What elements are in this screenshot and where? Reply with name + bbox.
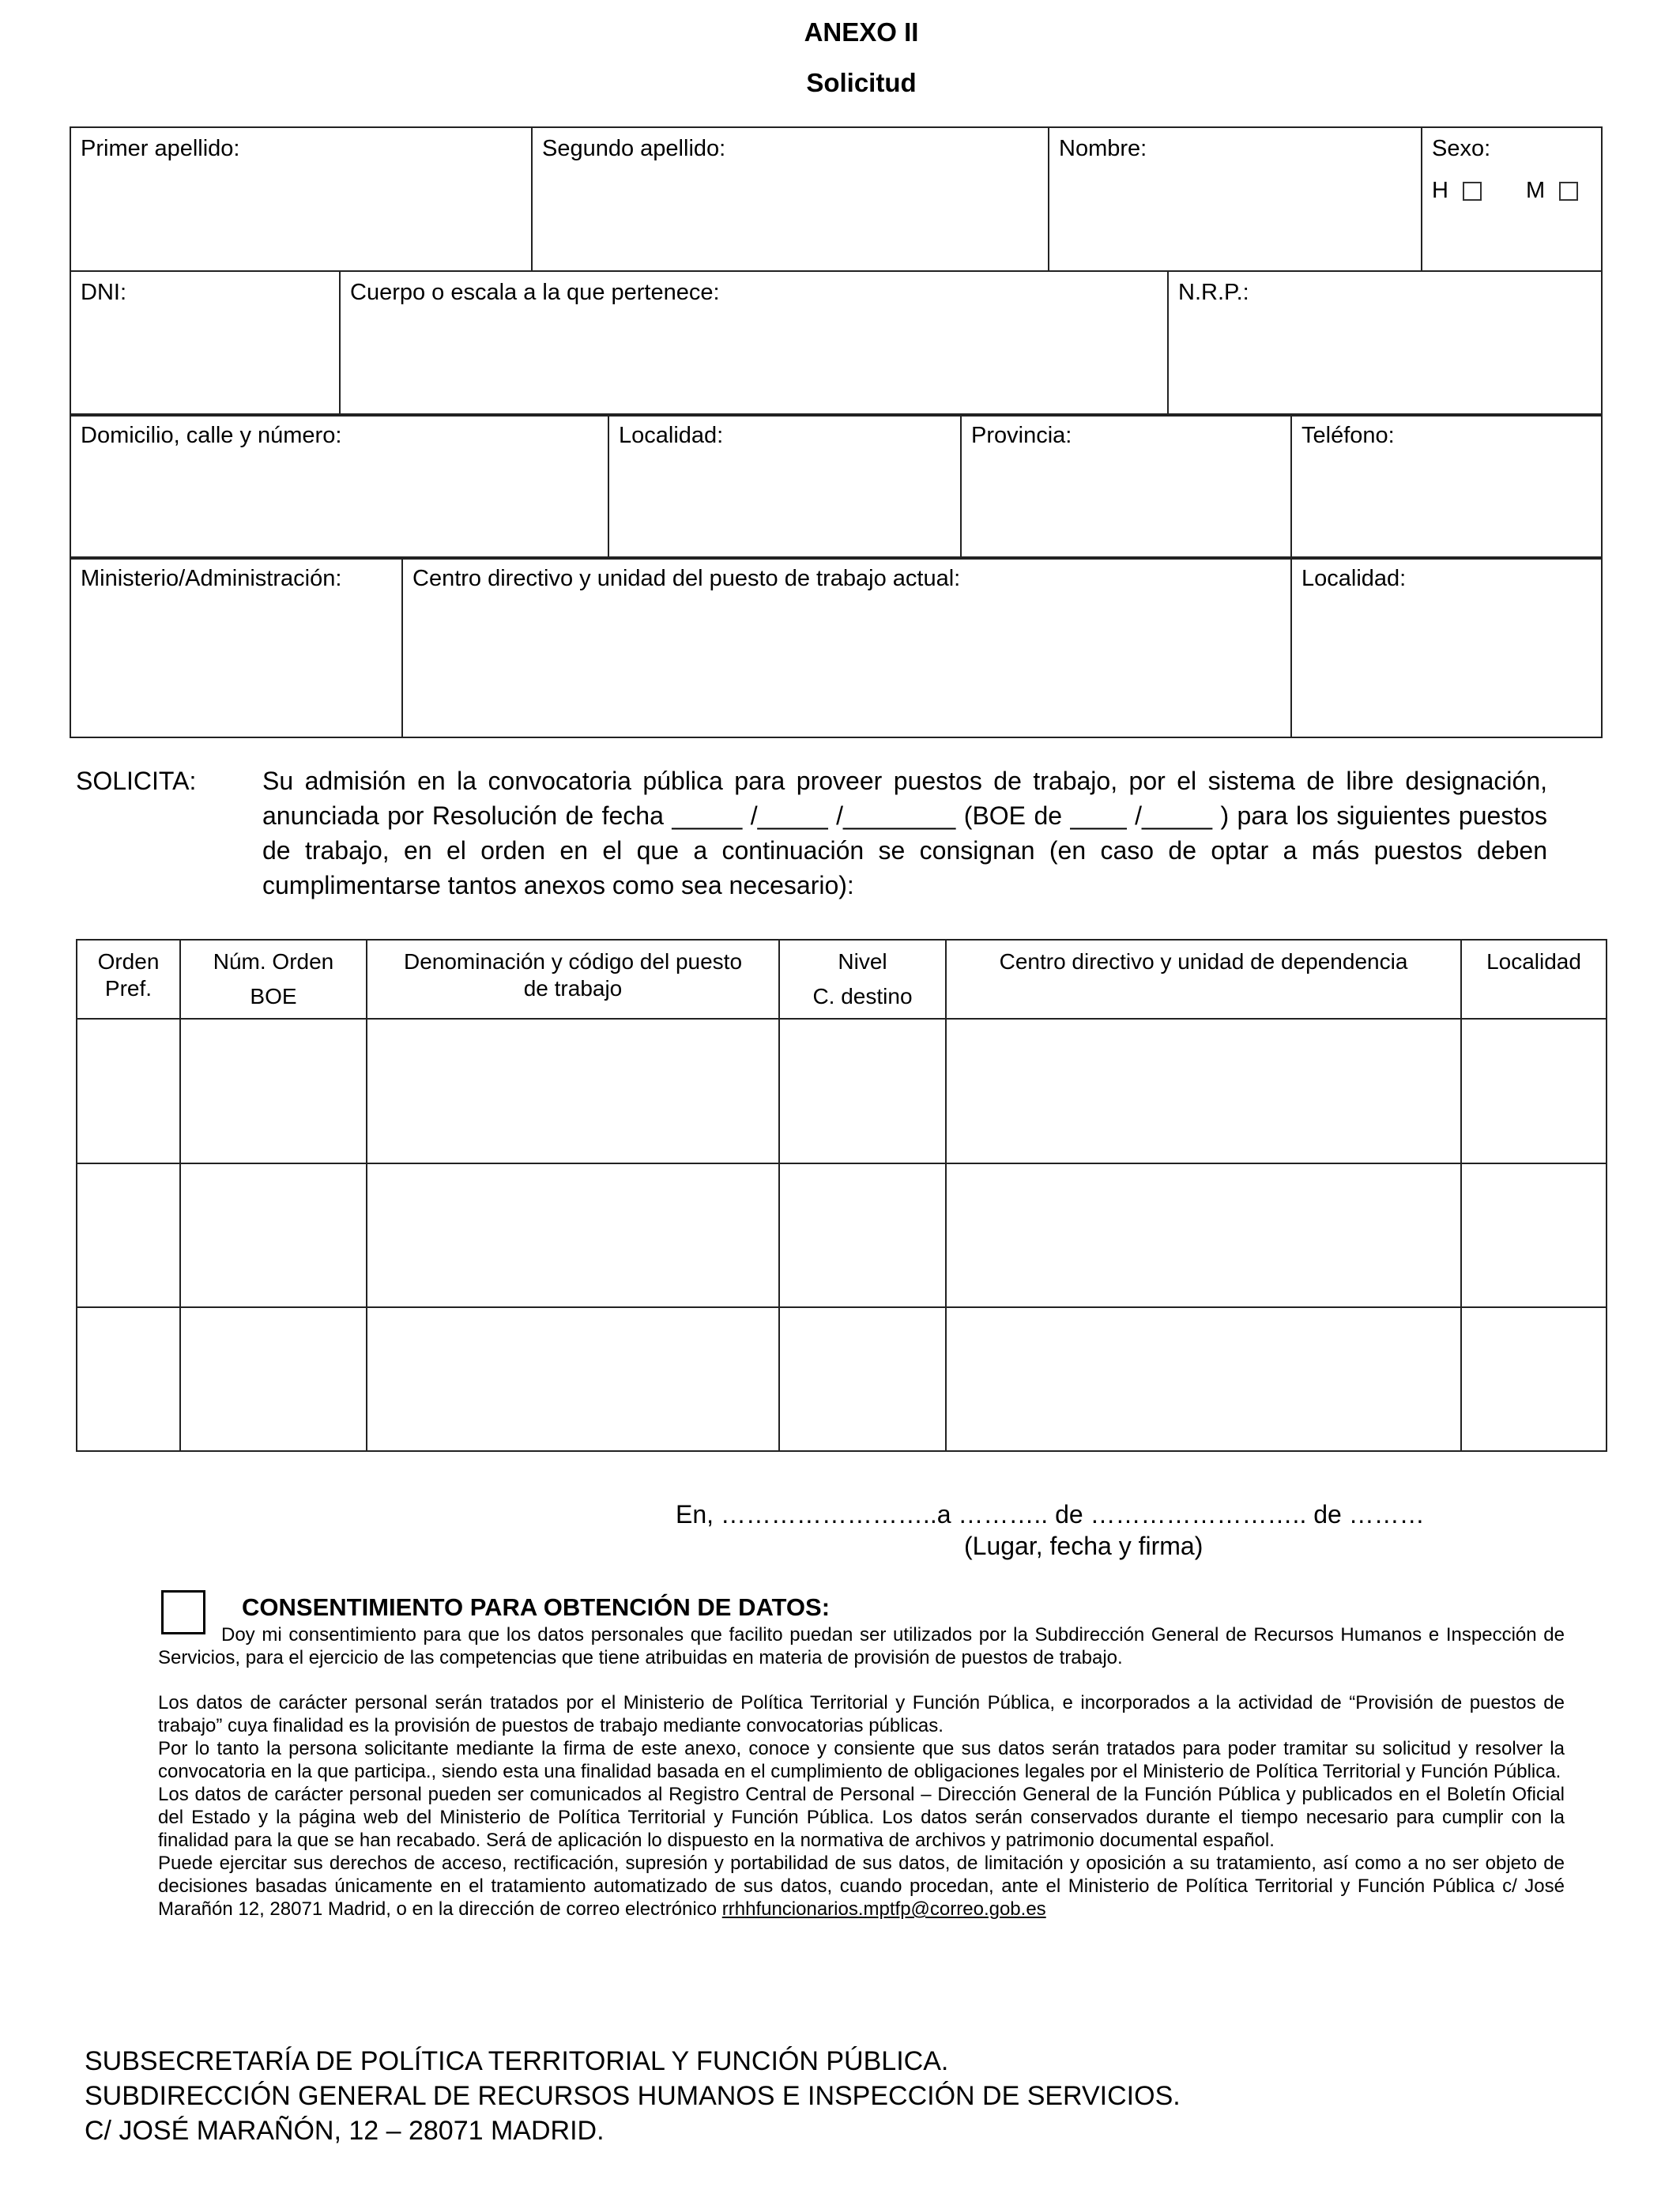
header-centro-directivo: Centro directivo y unidad de dependencia — [946, 940, 1461, 1019]
label-dni: DNI: — [81, 280, 126, 305]
personal-data-form — [70, 126, 1603, 272]
label-nombre: Nombre: — [1059, 136, 1147, 161]
label-sexo-m: M — [1525, 178, 1546, 203]
header-nivel: Nivel C. destino — [779, 940, 946, 1019]
cell-orden[interactable] — [77, 1163, 180, 1307]
field-telefono[interactable] — [1291, 414, 1602, 559]
label-provincia: Provincia: — [971, 423, 1072, 448]
field-domicilio[interactable] — [70, 414, 608, 559]
cell-num-orden[interactable] — [180, 1019, 367, 1163]
label-telefono: Teléfono: — [1301, 423, 1395, 448]
positions-table — [76, 939, 1607, 1452]
label-primer-apellido: Primer apellido: — [81, 136, 240, 161]
header-denominacion: Denominación y código del puesto de trabajo — [367, 940, 779, 1019]
field-sexo — [1422, 127, 1602, 271]
label-localidad-puesto: Localidad: — [1301, 566, 1407, 591]
consent-title: CONSENTIMIENTO PARA OBTENCIÓN DE DATOS: — [242, 1593, 831, 1621]
consent-paragraph-3: Por lo tanto la persona solicitante mediante la firma de este anexo, conoce y consiente que sus datos serán tratados para poder tramitar su solicitud y resolver la convocatoria en la que participa., siendo esta una finalidad basada en el cumplimiento de obligaciones legales por el Ministerio de Política Territorial y Función Pública. — [158, 1738, 1565, 1782]
table-row — [77, 1019, 1607, 1163]
cell-nivel[interactable] — [779, 1163, 946, 1307]
page-subtitle: Solicitud — [806, 68, 917, 97]
cell-localidad[interactable] — [1461, 1019, 1607, 1163]
header-orden-pref: Orden Pref. — [77, 940, 180, 1019]
consent-email-link[interactable]: rrhhfuncionarios.mptfp@correo.gob.es — [721, 1898, 1046, 1920]
cell-localidad[interactable] — [1461, 1307, 1607, 1451]
consent-paragraph-2 — [158, 1691, 1565, 1921]
consent-paragraph-2-text: Los datos de carácter personal serán tratados por el Ministerio de Política Territorial y Función Pública, e incorporados a la actividad de “Provisión de puestos de trabajo” cuya finalidad es la provisión de puestos de trabajo mediante convocatorias públicas. — [158, 1692, 1565, 1736]
cell-denominacion[interactable] — [367, 1307, 779, 1451]
label-cuerpo: Cuerpo o escala a la que pertenece: — [350, 280, 720, 305]
annex-title: ANEXO II — [804, 17, 919, 47]
footer-line-2: SUBDIRECCIÓN GENERAL DE RECURSOS HUMANOS E INSPECCIÓN DE SERVICIOS. — [85, 2081, 1181, 2111]
cell-num-orden[interactable] — [180, 1307, 367, 1451]
label-ministerio: Ministerio/Administración: — [81, 566, 342, 591]
footer-line-1: SUBSECRETARÍA DE POLÍTICA TERRITORIAL Y FUNCIÓN PÚBLICA. — [85, 2046, 949, 2076]
header-num-orden-boe: Núm. Orden BOE — [180, 940, 367, 1019]
cell-centro[interactable] — [946, 1019, 1461, 1163]
label-sexo-h: H — [1432, 178, 1448, 203]
personal-data-row-2 — [70, 270, 1603, 417]
label-centro-directivo: Centro directivo y unidad del puesto de trabajo actual: — [412, 566, 961, 591]
cell-orden[interactable] — [77, 1019, 180, 1163]
field-nombre[interactable] — [1049, 127, 1422, 271]
field-cuerpo[interactable] — [340, 271, 1168, 416]
field-ministerio[interactable] — [70, 557, 402, 737]
consent-paragraph-1: Doy mi consentimiento para que los datos personales que facilito puedan ser utilizados por la Subdirección General de Recursos Humanos e Inspección de Servicios, para el ejercicio de las competencias que tiene atribuidas en materia de provisión de puestos de trabajo. — [158, 1624, 1565, 1668]
field-provincia[interactable] — [961, 414, 1291, 559]
field-localidad-puesto[interactable] — [1291, 557, 1602, 737]
personal-data-row-4 — [70, 556, 1603, 738]
label-localidad-domicilio: Localidad: — [619, 423, 724, 448]
footer-address — [85, 2044, 1181, 2148]
field-centro-directivo[interactable] — [402, 557, 1291, 737]
footer-line-3: C/ JOSÉ MARAÑÓN, 12 – 28071 MADRID. — [85, 2116, 605, 2146]
cell-orden[interactable] — [77, 1307, 180, 1451]
field-localidad-domicilio[interactable] — [608, 414, 961, 559]
header-localidad: Localidad — [1461, 940, 1607, 1019]
cell-centro[interactable] — [946, 1163, 1461, 1307]
checkbox-sexo-h[interactable] — [1463, 182, 1482, 201]
solicita-label: SOLICITA: — [76, 767, 197, 795]
label-segundo-apellido: Segundo apellido: — [542, 136, 726, 161]
checkbox-sexo-m[interactable] — [1559, 182, 1578, 201]
consent-paragraph-5-text: Puede ejercitar sus derechos de acceso, rectificación, supresión y portabilidad de sus datos, de limitación y oposición a su tratamiento, así como a no ser objeto de decisiones basadas únicamente en el tratamiento automatizado de sus datos, cuando procedan, ante el Ministerio de Política Territorial y Función Pública c/ José Marañón 12, 28071 Madrid, o en la dirección de correo electrónico — [158, 1853, 1565, 1920]
field-dni[interactable] — [70, 271, 340, 416]
table-row — [77, 1307, 1607, 1451]
consent-paragraph-5 — [158, 1852, 1565, 1921]
field-primer-apellido[interactable] — [70, 127, 532, 271]
cell-centro[interactable] — [946, 1307, 1461, 1451]
field-nrp[interactable] — [1168, 271, 1602, 416]
cell-nivel[interactable] — [779, 1307, 946, 1451]
label-domicilio: Domicilio, calle y número: — [81, 423, 342, 448]
signature-line: En, ……………………..a ……….. de …………………….. de ……… — [676, 1500, 1425, 1529]
positions-table-header — [77, 940, 1607, 1019]
label-nrp: N.R.P.: — [1178, 280, 1249, 305]
table-row — [77, 1163, 1607, 1307]
signature-caption: (Lugar, fecha y firma) — [964, 1532, 1203, 1560]
consent-paragraph-4: Los datos de carácter personal pueden ser comunicados al Registro Central de Personal – Dirección General de la Función Pública y publicados en el Boletín Oficial del Estado y la página web del Ministerio de Política Territorial y Función Pública. Los datos serán conservados durante el tiempo necesario para cumplir con la finalidad para la que se han recabado. Será de aplicación lo dispuesto en la normativa de archivos y patrimonio documental español. — [158, 1784, 1565, 1851]
field-segundo-apellido[interactable] — [532, 127, 1049, 271]
label-sexo: Sexo: — [1432, 136, 1491, 161]
personal-data-row-3 — [70, 413, 1603, 560]
cell-denominacion[interactable] — [367, 1163, 779, 1307]
cell-num-orden[interactable] — [180, 1163, 367, 1307]
cell-nivel[interactable] — [779, 1019, 946, 1163]
cell-localidad[interactable] — [1461, 1163, 1607, 1307]
solicita-text: Su admisión en la convocatoria pública para proveer puestos de trabajo, por el sistema de libre designación, anunciada por Resolución de fecha _____ /_____ /________ (BOE de ____ /_____ ) para los siguientes puestos de trabajo, en el orden en el que a continuación se consignan (en caso de optar a más puestos deben cumplimentarse tantos anexos como sea necesario): — [262, 767, 1547, 899]
cell-denominacion[interactable] — [367, 1019, 779, 1163]
